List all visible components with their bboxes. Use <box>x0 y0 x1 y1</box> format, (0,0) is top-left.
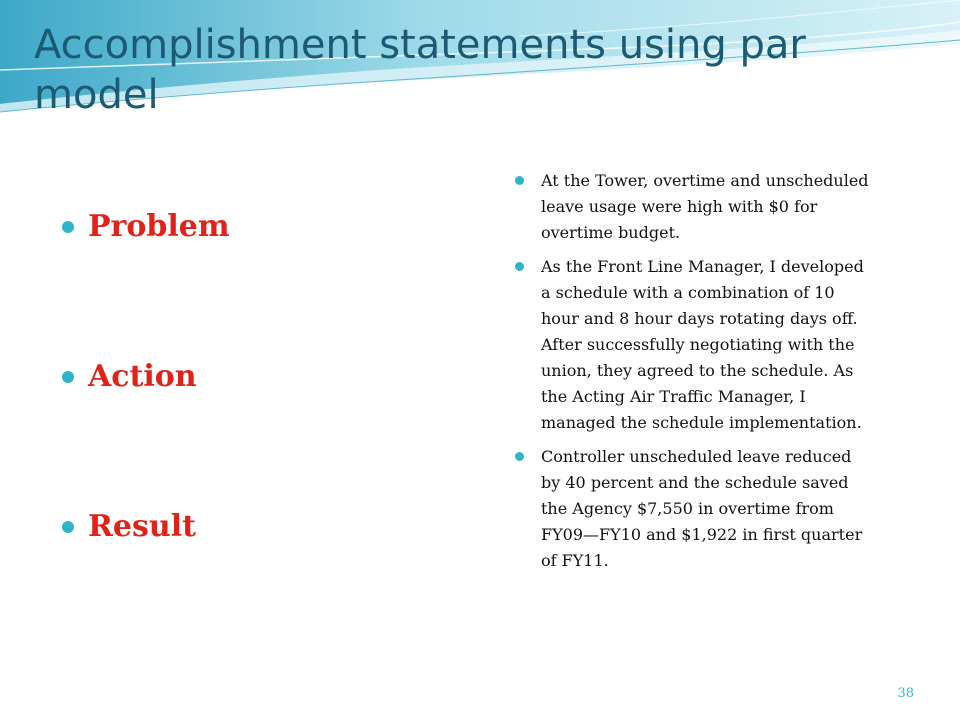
page-number: 38 <box>897 686 914 701</box>
bullet-icon <box>515 452 524 461</box>
par-detail-list <box>515 168 875 582</box>
result-detail-text: Controller unscheduled leave reduced by 40 percent and the schedule saved the Agency $7,550 in overtime from FY09—FY10 and $1,922 in first quarter of FY11. <box>541 447 863 570</box>
action-label: Action <box>88 359 197 394</box>
list-item-problem-detail <box>515 168 875 246</box>
list-item-problem <box>62 206 392 356</box>
bullet-icon <box>515 176 524 185</box>
bullet-icon <box>62 371 74 383</box>
par-label-list <box>62 206 392 656</box>
slide-title: Accomplishment statements using par model <box>34 22 806 118</box>
bullet-icon <box>62 221 74 233</box>
problem-label: Problem <box>88 209 230 244</box>
bullet-icon <box>62 521 74 533</box>
list-item-result-detail <box>515 444 875 574</box>
list-item-action-detail <box>515 254 875 436</box>
action-detail-text: As the Front Line Manager, I developed a schedule with a combination of 10 hour and 8 hour days rotating days off. After successfully negotiating with the union, they agreed to the schedule. As the Acting Air Traffic Manager, I managed the schedule implementation. <box>541 257 864 432</box>
result-label: Result <box>88 509 196 544</box>
list-item-result <box>62 506 392 656</box>
problem-detail-text: At the Tower, overtime and unscheduled leave usage were high with $0 for overtime budget. <box>541 171 869 242</box>
bullet-icon <box>515 262 524 271</box>
list-item-action <box>62 356 392 506</box>
